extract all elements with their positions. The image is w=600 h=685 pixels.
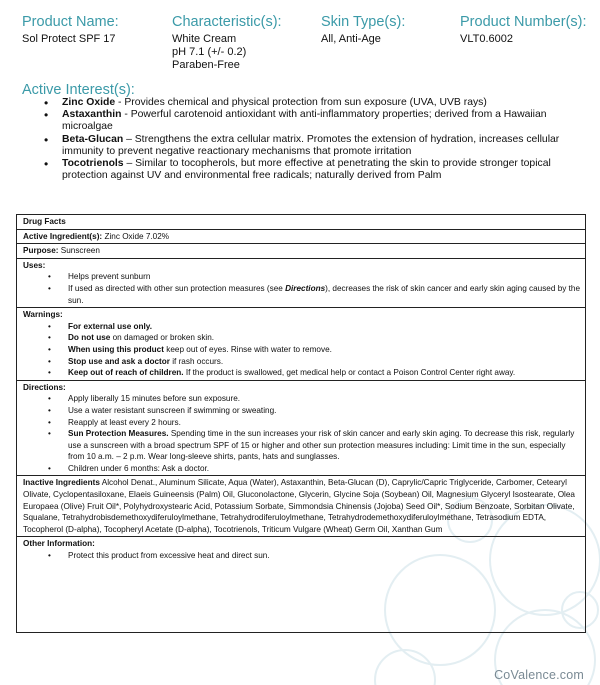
purpose-label: Purpose: [23,246,59,256]
ingredient-name: Tocotrienols [62,158,124,170]
list-item [42,134,582,158]
characteristics-block [172,14,282,72]
direction-text: Apply liberally 15 minutes before sun exposure. [68,394,241,404]
list-item [42,109,582,133]
purpose-row [17,244,585,259]
drug-facts-title-row [17,215,585,230]
use-text: ), decreases the risk of skin cancer and early skin aging caused by the sun. [68,283,580,305]
list-item [62,393,580,405]
inactive-ingredients-section [17,476,585,537]
direction-bold: Sun Protection Measures. [68,429,169,439]
active-ingredient-value: Zinc Oxide 7.02% [102,231,170,241]
warning-bold: Stop use and ask a doctor [68,356,170,366]
warning-text: if rash occurs. [169,356,224,366]
active-interests-title: Active Interest(s): [22,82,135,98]
product-name-label: Product Name: [22,14,119,30]
characteristic-item: pH 7.1 (+/- 0.2) [172,46,247,58]
list-item [62,367,580,379]
product-number-block [460,14,587,46]
list-item [42,97,582,109]
product-number-value: VLT0.6002 [460,33,514,45]
direction-text: Reapply at least every 2 hours. [68,417,181,427]
warnings-list [23,321,580,379]
list-item [62,332,580,344]
list-item [62,463,580,475]
warnings-label: Warnings: [23,310,63,320]
product-name-block [22,14,119,46]
ingredient-name: Zinc Oxide [62,97,116,108]
direction-text: Use a water resistant sunscreen if swimming or sweating. [68,405,277,415]
use-text: Helps prevent sunburn [68,272,151,282]
use-text: If used as directed with other sun protection measures (see [68,283,286,293]
other-information-section [17,537,585,562]
skin-type-label: Skin Type(s): [321,14,406,30]
warning-text: keep out of eyes. Rinse with water to remove. [163,344,332,354]
warning-bold: Do not use [68,333,111,343]
drug-facts-title: Drug Facts [23,217,66,226]
active-ingredient-label: Active Ingredient(s): [23,231,103,241]
active-ingredient-row [17,230,585,245]
characteristic-item: Paraben-Free [172,59,240,71]
directions-label: Directions: [23,382,66,392]
product-number-label: Product Number(s): [460,14,587,30]
purpose-value: Sunscreen [58,246,100,256]
list-item [62,271,580,283]
inactive-ingredients-value: Alcohol Denat., Aluminum Silicate, Aqua (Water), Astaxanthin, Beta-Glucan (D), Caprylic/Capric Triglyceride, Carbomer, Cetearyl Olivate, Cyclopentasiloxane, Elaeis Guineensis (Palm) Oil, Gluconolactone, Glycerin, Glycine Soja (Soybean) Oil, Magnesium Glyceryl Isostearate, Olea Europaea (Olive) Fruit Oil*, Polyhydroxystearic Acid, Potassium Sorbate, Simmondsia Chinensis (Jojoba) Seed Oil*, Sodium Benzoate, Sorbitan Olivate, Squalane, Tetrahydrobisdemethoxydiferuloylmethane, Tetrahydrodiferuloylmethane, Tetrahydrodemethoxydiferuloylmethane, Tetrasodium EDTA, Tocopherol (D-alpha), Tocopheryl Acetate (D-alpha), Tocotrienols, Triticum Vulgare (Wheat) Germ Oil, Xanthan Gum [23,478,575,534]
ingredient-description: - Powerful carotenoid antioxidant with anti-inflammatory properties; derived from a Hawaiian microalgae [62,109,547,133]
ingredient-name: Beta-Glucan [62,133,124,145]
directions-section [17,381,585,477]
characteristics-label: Characteristic(s): [172,14,282,30]
warning-bold: Keep out of reach of children. [68,368,184,378]
list-item [62,405,580,417]
list-item [62,550,580,562]
warning-text: If the product is swallowed, get medical help or contact a Poison Control Center right away. [183,368,516,378]
list-item [62,321,580,333]
direction-text: Spending time in the sun increases your risk of skin cancer and early skin aging. To decrease this risk, regularly use a sunscreen with a broad spectrum SPF of 15 or higher and other sun protection measures including: Limit time in the sun, especially from 10 a.m. – 2 p.m. Wear long-sleeve shirts, pants, hats and sunglasses. [68,429,575,462]
list-item [62,344,580,356]
ingredient-name: Astaxanthin [62,109,122,121]
warning-bold: When using this product [68,344,164,354]
warnings-section [17,308,585,381]
skin-type-value: All, Anti-Age [321,33,381,45]
active-interests-list [42,97,582,182]
uses-section [17,259,585,308]
list-item [42,158,582,182]
product-name-value: Sol Protect SPF 17 [22,33,116,45]
characteristic-item: White Cream [172,33,237,45]
uses-list [23,271,580,306]
other-information-label: Other Information: [23,539,95,549]
list-item [62,428,580,463]
drug-facts-box [16,214,586,633]
directions-list [23,393,580,474]
other-information-list [23,550,580,562]
direction-text: Children under 6 months: Ask a doctor. [68,463,210,473]
warning-bold: For external use only. [68,321,153,331]
ingredient-description: - Provides chemical and physical protection from sun exposure (UVA, UVB rays) [115,97,487,108]
skin-type-block [321,14,405,46]
footer-brand: CoValence.com [494,668,584,682]
list-item [62,417,580,429]
ingredient-description: – Similar to tocopherols, but more effective at penetrating the skin to provide stronger topical protection against UV and environmental free radicals; naturally derived from Palm [62,158,551,182]
list-item [62,356,580,368]
use-emphasis: Directions [285,283,326,293]
uses-label: Uses: [23,260,46,270]
inactive-ingredients-label: Inactive Ingredients [23,478,100,488]
ingredient-description: – Strengthens the extra cellular matrix. Promotes the extension of hydration, increases cellular immunity to prevent negative reactionary mechanisms that promote irritation [62,133,560,157]
list-item [62,283,580,306]
other-text: Protect this product from excessive heat and direct sun. [68,551,270,561]
warning-text: on damaged or broken skin. [110,333,215,343]
